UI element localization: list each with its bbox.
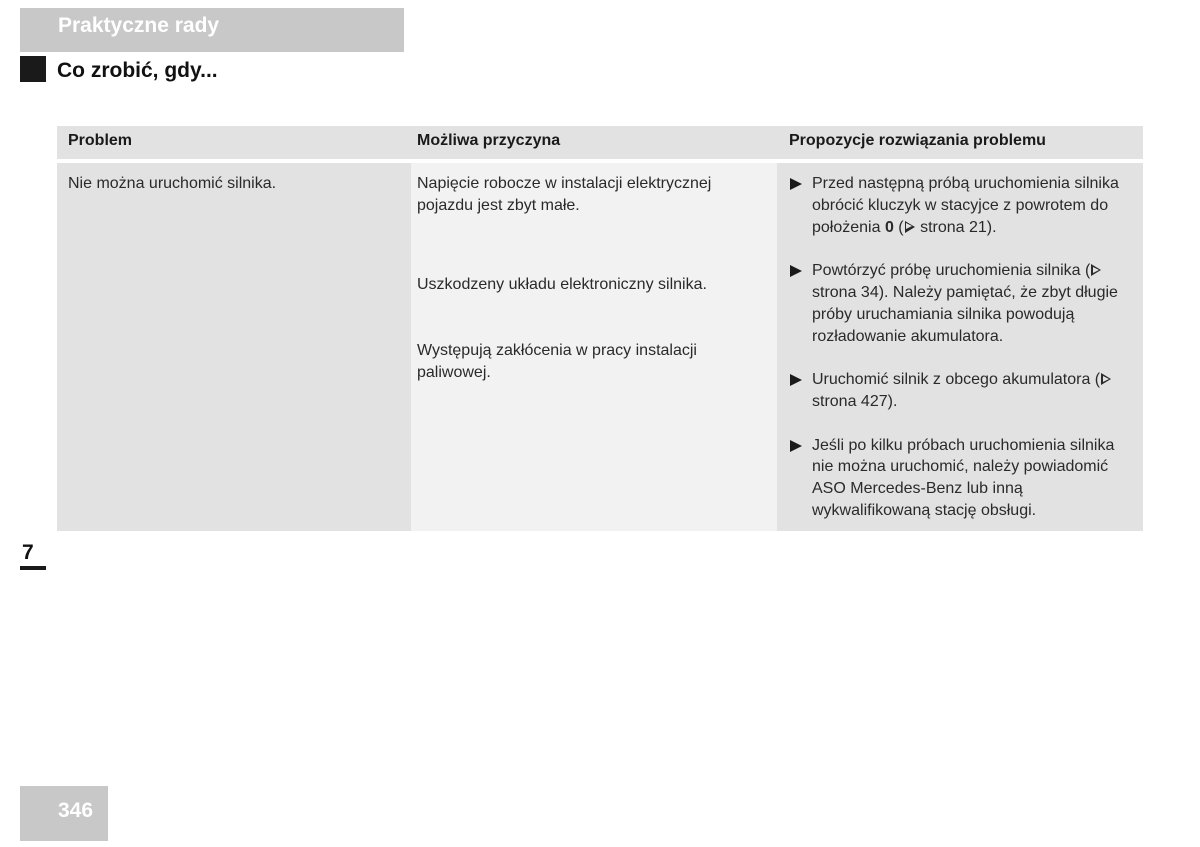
solution-step: [789, 369, 1139, 413]
page-number: 346: [20, 786, 108, 841]
problem-cell: [57, 163, 411, 531]
page-reference-icon: [1091, 264, 1101, 276]
step-text: Powtórzyć próbę uruchomienia silnika (: [812, 262, 1091, 280]
column-header-cause: Możliwa przyczyna: [417, 132, 561, 149]
chapter-marker: 7: [20, 540, 46, 570]
page-reference-icon: [905, 221, 915, 233]
page-reference: strona 427).: [812, 392, 898, 410]
step-emphasis: 0: [884, 218, 894, 236]
column-header-solution: Propozycje rozwiązania problemu: [789, 132, 1046, 149]
step-text: Przed następną próbą uruchomienia silnika obrócić kluczyk w stacyjce z powrotem do położenia: [812, 175, 1119, 236]
bullet-arrow-icon: [790, 440, 802, 452]
solution-step: [789, 173, 1139, 238]
step-text: Jeśli po kilku próbach uruchomienia silnika nie można uruchomić, należy powiadomić ASO Mercedes-Benz lub inną wykwalifikowaną stację obsługi.: [812, 436, 1115, 519]
solution-step: [789, 260, 1139, 347]
cause-item: Napięcie robocze w instalacji elektrycznej pojazdu jest zbyt małe.: [417, 175, 712, 214]
solution-cell: [777, 163, 1143, 531]
heading-marker: [20, 56, 46, 82]
page-reference: strona 21).: [915, 218, 997, 236]
troubleshooting-table: [57, 126, 1143, 531]
problem-text: Nie można uruchomić silnika.: [68, 175, 277, 192]
column-header-problem: Problem: [68, 132, 133, 149]
page-reference: strona 34). Należy pamiętać, że zbyt długie próby uruchamiania silnika powodują rozładowanie akumulatora.: [812, 283, 1118, 345]
bullet-arrow-icon: [790, 374, 802, 386]
section-tab: Praktyczne rady: [20, 8, 404, 52]
step-text: (: [893, 218, 904, 236]
page-reference-icon: [1101, 373, 1111, 385]
solution-step: [789, 435, 1139, 522]
cause-item: Uszkodzeny układu elektroniczny silnika.: [417, 276, 707, 293]
cause-item: Występują zakłócenia w pracy instalacji paliwowej.: [417, 342, 697, 381]
cause-cell: [411, 163, 777, 531]
bullet-arrow-icon: [790, 265, 802, 277]
page-heading: Co zrobić, gdy...: [57, 59, 218, 82]
bullet-arrow-icon: [790, 178, 802, 190]
step-text: Uruchomić silnik z obcego akumulatora (: [812, 371, 1101, 389]
table-header-row: [57, 126, 1143, 159]
